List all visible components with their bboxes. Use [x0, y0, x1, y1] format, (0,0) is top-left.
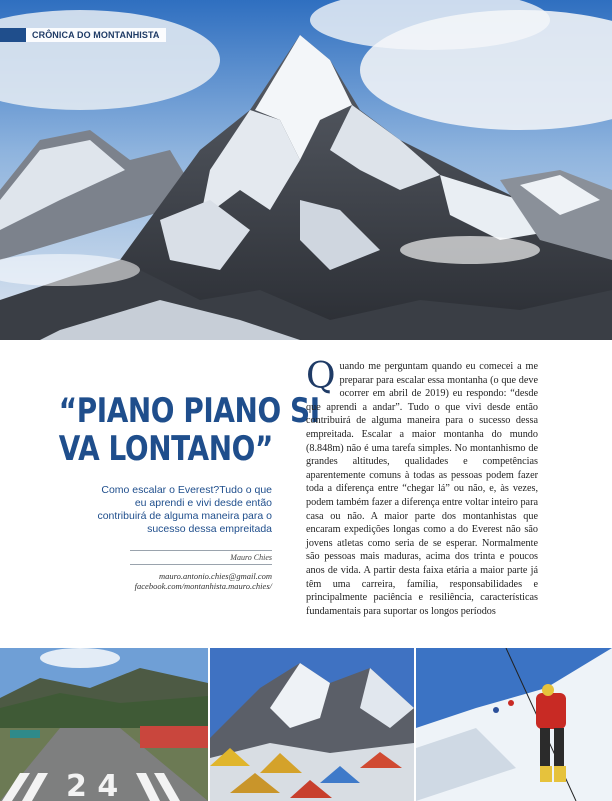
drop-cap: Q: [306, 356, 336, 397]
author-name: Mauro Chies: [230, 553, 272, 562]
runway-photo: [0, 648, 208, 801]
base-camp-photo: [210, 648, 414, 801]
author-email[interactable]: mauro.antonio.chies@gmail.com: [158, 571, 272, 581]
author-facebook[interactable]: facebook.com/montanhista.mauro.chies/: [134, 581, 272, 591]
author-contact: [135, 571, 272, 591]
article-body: [306, 356, 538, 618]
climber-photo: [416, 648, 612, 801]
divider-bottom: [130, 564, 272, 565]
headline-line-1: “PIANO PIANO SI: [58, 391, 320, 431]
article-subhead: Como escalar o Everest?Tudo o que eu aprendi e vivi desde então contribuirá de alguma maneira para o sucesso dessa empreitada: [97, 484, 272, 535]
section-label: CRÔNICA DO MONTANHISTA: [32, 30, 160, 40]
section-tag-bar: [0, 28, 26, 42]
headline-line-2: VA LONTANO”: [58, 429, 273, 469]
runway-marking: 2 4: [66, 769, 119, 801]
article-headline: [58, 391, 320, 469]
body-paragraph: uando me perguntam quando eu comecei a me preparar para escalar essa montanha (o que deve ocorrer em abril de 2019) eu respondo: “desde que aprendi a andar”. Tudo o que vivi desde então contribuirá de alguma maneira para o sucesso dessa empreitada. Escalar a maior montanha do mundo (8.848m) não é uma tarefa simples. No montanhismo de grandes altitudes, qualidades e competências aparentemente comuns à todas as pessoas podem fazer toda a diferença entre “chegar lá” ou não, e, às vezes, podem também fazer a diferença entre voltar inteiro para casa ou não. A maior parte dos montanhistas que encaram expedições longas como a do Everest não são jovens atletas como seria de se esperar. Normalmente são pessoas mais maduras, acima dos trinta e poucos anos de vida. A partir desta faixa etária a maior parte já têm uma carreira, família, responsabilidades e principalmente paciência e resiliência, características fundamentais para suportar os longos períodos: [306, 361, 538, 617]
section-tag: [0, 28, 166, 42]
hero-mountain-photo: [0, 0, 612, 340]
divider-top: [130, 550, 272, 551]
